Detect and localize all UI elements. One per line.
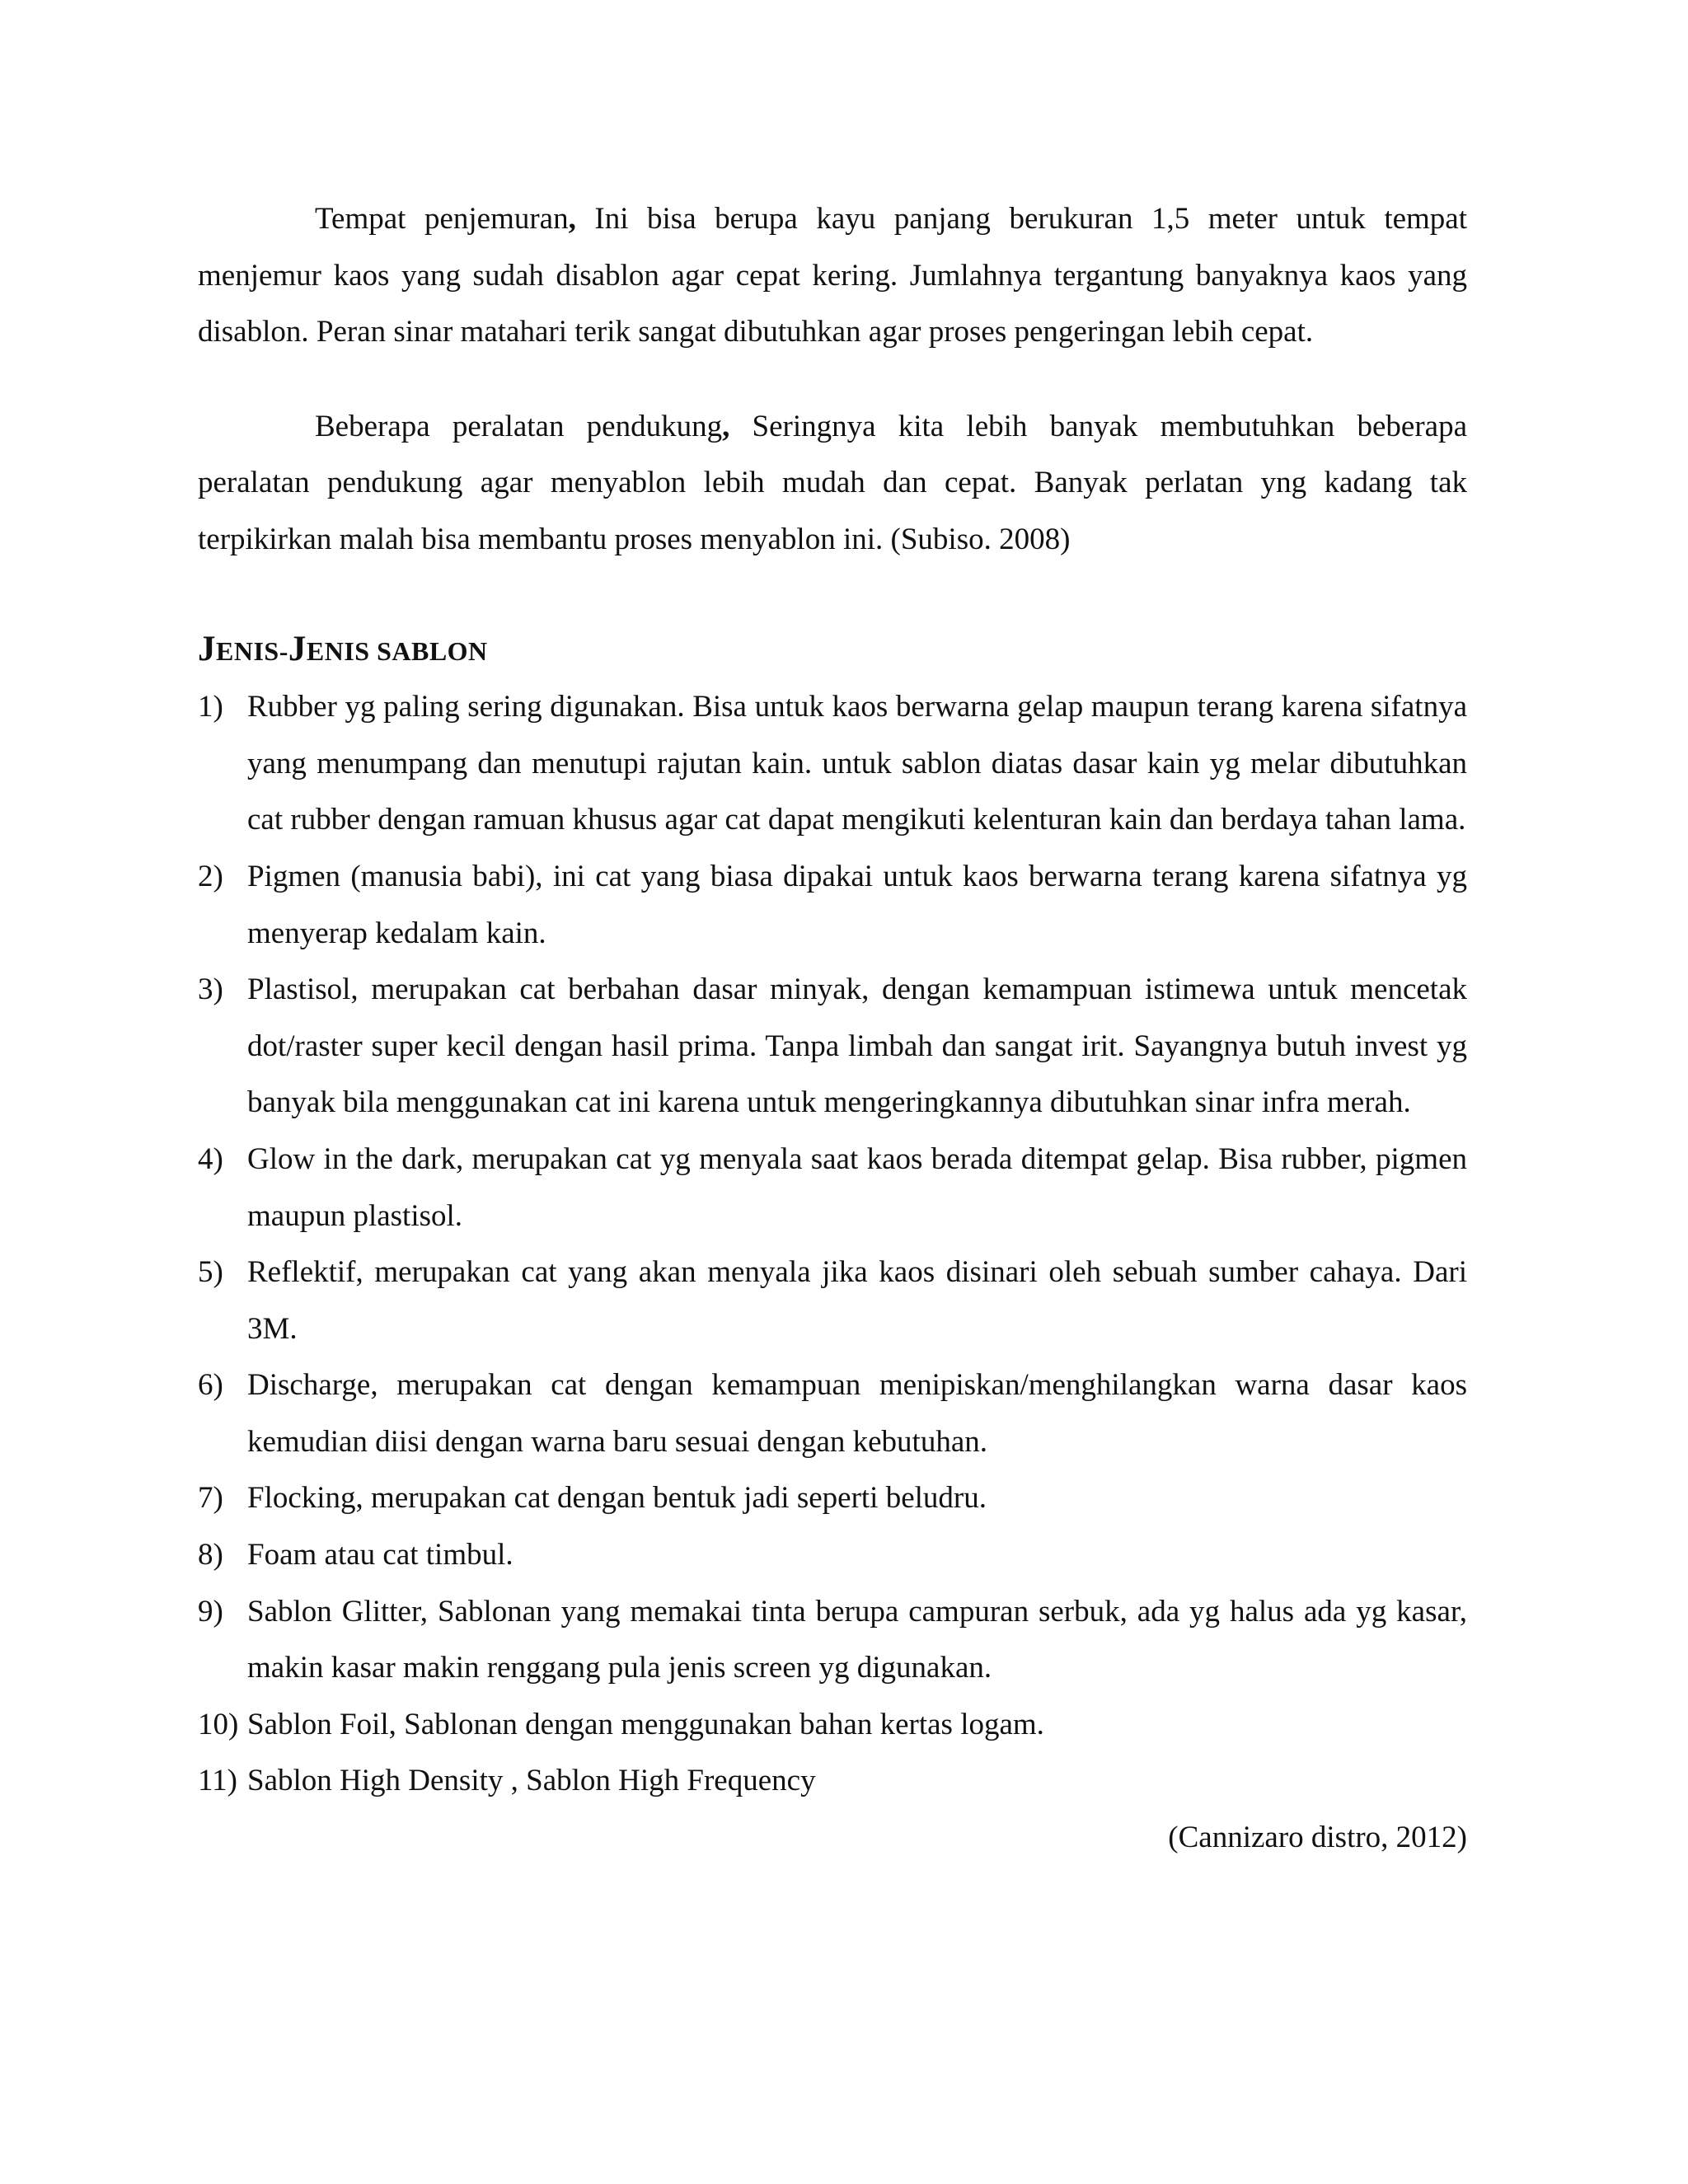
paragraph-lead-comma: , [568, 202, 576, 236]
list-number: 5) [198, 1255, 223, 1290]
list-text: Glow in the dark, merupakan cat yg menyala saat kaos berada ditempat gelap. Bisa rubber, pigmen maupun plastisol. [247, 1141, 1467, 1233]
list-number: 1) [198, 690, 223, 724]
list-text: Foam atau cat timbul. [247, 1538, 513, 1572]
list-text: Reflektif, merupakan cat yang akan menyala jika kaos disinari oleh sebuah sumber cahaya. Dari 3M. [247, 1255, 1467, 1346]
sablon-types-list [198, 679, 1467, 1810]
list-number: 8) [198, 1538, 223, 1572]
paragraph-body: Ini bisa berupa kayu panjang berukuran 1,5 meter untuk tempat menjemur kaos yang sudah disablon agar cepat kering. Jumlahnya tergantung banyaknya kaos yang disablon. Peran sinar matahari terik sangat dibutuhkan agar proses pengeringan lebih cepat. [198, 202, 1467, 349]
list-number: 4) [198, 1141, 223, 1176]
list-text: Sablon Glitter, Sablonan yang memakai tinta berupa campuran serbuk, ada yg halus ada yg kasar, makin kasar makin renggang pula jenis screen yg digunakan. [247, 1594, 1467, 1685]
list-text: Pigmen (manusia babi), ini cat yang biasa dipakai untuk kaos berwarna terang karena sifatnya yg menyerap kedalam kain. [247, 859, 1467, 950]
list-item [198, 1357, 1467, 1470]
paragraph-lead-comma: , [722, 409, 730, 443]
list-number: 3) [198, 972, 223, 1007]
list-item [198, 1527, 1467, 1584]
list-number: 7) [198, 1481, 223, 1516]
list-number: 2) [198, 859, 223, 893]
list-item [198, 1584, 1467, 1697]
list-number: 11) [198, 1764, 237, 1798]
list-item [198, 1470, 1467, 1527]
section-heading: JENIS-JENIS SABLON [198, 629, 488, 668]
paragraph-body: Seringnya kita lebih banyak membutuhkan beberapa peralatan pendukung agar menyablon lebih mudah dan cepat. Banyak perlatan yng kadang tak terpikirkan malah bisa membantu proses menyablon ini. (Subiso. 2008) [198, 409, 1468, 556]
list-text: Plastisol, merupakan cat berbahan dasar minyak, dengan kemampuan istimewa untuk mencetak dot/raster super kecil dengan hasil prima. Tanpa limbah dan sangat irit. Sayangnya butuh invest yg banyak bila menggunakan cat ini karena untuk mengeringkannya dibutuhkan sinar infra merah. [247, 972, 1467, 1120]
list-item [198, 849, 1467, 962]
list-text: Rubber yg paling sering digunakan. Bisa untuk kaos berwarna gelap maupun terang karena sifatnya yang menumpang dan menutupi rajutan kain. untuk sablon diatas dasar kain yg melar dibutuhkan cat rubber dengan ramuan khusus agar cat dapat mengikuti kelenturan kain dan berdaya tahan lama. [247, 690, 1467, 837]
list-text: Sablon High Density , Sablon High Frequency [247, 1764, 816, 1798]
list-item [198, 962, 1467, 1132]
paragraph-lead: Beberapa peralatan pendukung [315, 409, 723, 443]
list-number: 10) [198, 1707, 239, 1741]
list-item [198, 1132, 1467, 1244]
list-text: Sablon Foil, Sablonan dengan menggunakan bahan kertas logam. [247, 1707, 1044, 1741]
list-number: 9) [198, 1594, 223, 1629]
list-item [198, 1244, 1467, 1357]
list-number: 6) [198, 1368, 223, 1403]
list-item [198, 1753, 1467, 1810]
citation: (Cannizaro distro, 2012) [1168, 1821, 1467, 1855]
paragraph-tempat-penjemuran [198, 191, 1467, 361]
paragraph-peralatan-pendukung [198, 399, 1467, 569]
list-text: Flocking, merupakan cat dengan bentuk jadi seperti beludru. [247, 1481, 987, 1516]
list-text: Discharge, merupakan cat dengan kemampuan menipiskan/menghilangkan warna dasar kaos kemudian diisi dengan warna baru sesuai dengan kebutuhan. [247, 1368, 1467, 1459]
list-item [198, 679, 1467, 849]
document-page [198, 191, 1467, 1867]
list-item [198, 1697, 1467, 1754]
paragraph-lead: Tempat penjemuran [315, 202, 569, 236]
